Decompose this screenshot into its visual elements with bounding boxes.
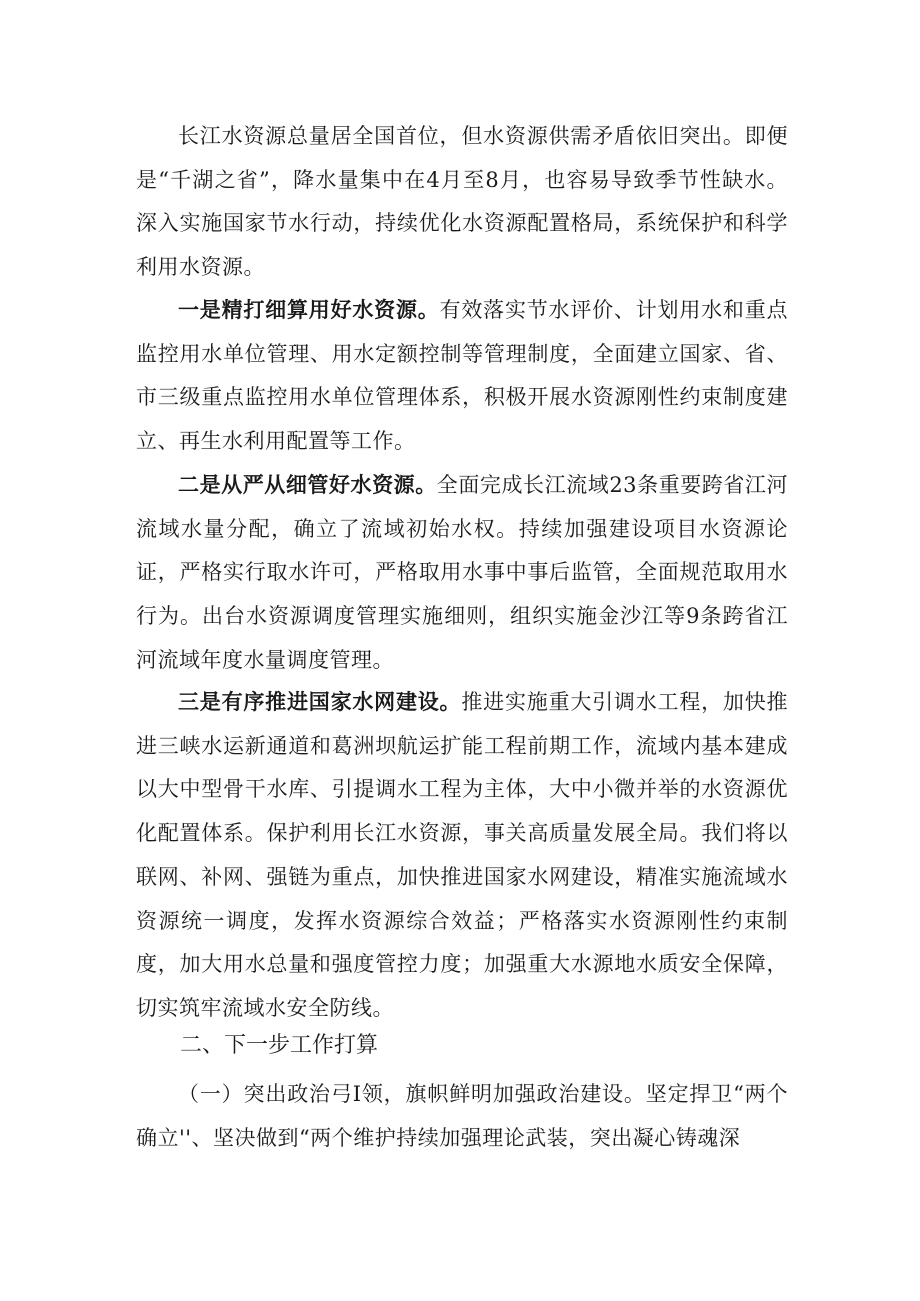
paragraph-lead: 二是从严从细管好水资源。 — [178, 473, 437, 497]
measure-two-paragraph — [136, 464, 788, 683]
paragraph-text: 推进实施重大引调水工程，加快推进三峡水运新通道和葛洲坝航运扩能工程前期工作，流域内基本建成以大中型骨干水库、引提调水工程为主体，大中小微并举的水资源优化配置体系。保护利用长江水资源，事关高质量发展全局。我们将以联网、补网、强链为重点，加快推进国家水网建设，精准实施流域水资源统一调度，发挥水资源综合效益；严格落实水资源刚性约束制度，加大用水总量和强度管控力度；加强重大水源地水质安全保障，切实筑牢流域水安全防线。 — [136, 690, 789, 1020]
next-steps-paragraph: （一）突出政治弓I领，旗帜鲜明加强政治建设。坚定捍卫“两个确立''、坚决做到“两个维护持续加强理论武装，突出凝心铸魂深 — [136, 1082, 788, 1150]
section-heading: 二、下一步工作打算 — [180, 1033, 379, 1058]
paragraph-lead: 三是有序推进国家水网建设。 — [178, 690, 462, 714]
paragraph-text: 长江水资源总量居全国首位，但水资源供需矛盾依旧突出。即便是“千湖之省”，降水量集中在4月至8月，也容易导致季节性缺水。深入实施国家节水行动，持续优化水资源配置格局，系统保护和科学利用水资源。 — [136, 124, 788, 280]
measure-three-paragraph — [136, 681, 788, 1031]
paragraph-text: 有效落实节水评价、计划用水和重点监控用水单位管理、用水定额控制等管理制度，全面建立国家、省、市三级重点监控用水单位管理体系，积极开展水资源刚性约束制度建立、再生水利用配置等工作。 — [136, 298, 789, 454]
paragraph-lead: 一是精打细算用好水资源。 — [178, 298, 440, 322]
paragraph-text: 全面完成长江流域23条重要跨省江河流域水量分配，确立了流域初始水权。持续加强建设项目水资源论证，严格实行取水许可，严格取用水事中事后监管，全面规范取用水行为。出台水资源调度管理实施细则，组织实施金沙江等9条跨省江河流域年度水量调度管理。 — [136, 473, 788, 672]
measure-one-paragraph — [136, 289, 788, 464]
intro-paragraph — [136, 115, 788, 290]
